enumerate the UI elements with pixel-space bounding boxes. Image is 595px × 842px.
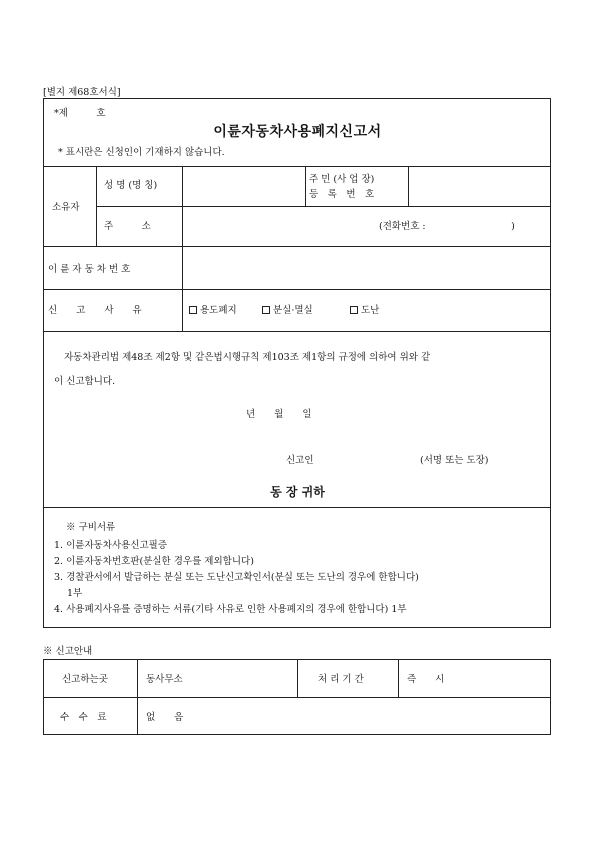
documents-heading: ※ 구비서류 [66,522,116,533]
phone-label: (전화번호 : ) [379,221,515,232]
id-number-label-line2: 등 록 번 호 [309,189,375,200]
date-line: 년 월 일 [246,409,312,420]
document-item: 2. 이륜자동차번호판(분실한 경우를 제외합니다) [54,556,254,567]
checkbox-theft[interactable] [350,306,358,314]
id-number-field[interactable] [410,168,549,204]
statement-line-1: 자동차관리법 제48조 제2항 및 같은법시행규칙 제103조 제1항의 규정에 의하여 위와 같 [64,352,431,363]
checkbox-disuse[interactable] [189,306,197,314]
owner-section-label: 소유자 [52,202,80,213]
signature-label: (서명 또는 도장) [420,455,489,466]
period-value: 즉 시 [407,674,445,685]
form-note: * 표시란은 신청인이 기재하지 않습니다. [58,147,225,158]
name-field[interactable] [184,168,303,204]
reason-label: 신 고 사 유 [48,305,142,316]
id-number-label-line1: 주 민 (사 업 장) [309,174,375,185]
statement-line-2: 이 신고합니다. [54,376,116,387]
document-item: 1. 이륜자동차사용신고필증 [54,540,168,551]
guide-heading: ※ 신고안내 [43,646,93,657]
document-item: 1부 [67,588,83,599]
reason-option-theft[interactable]: 도난 [350,306,379,316]
office-label: 신고하는곳 [62,674,108,685]
period-label: 처 리 기 간 [318,674,364,685]
office-value: 동사무소 [146,674,183,685]
addressee: 동 장 귀하 [270,485,325,499]
address-field[interactable] [184,208,364,244]
vehicle-number-field[interactable] [184,248,549,287]
name-label: 성 명 (명 칭) [104,180,158,191]
receipt-number-label: *제 호 [54,108,106,119]
form-title: 이륜자동차사용폐지신고서 [213,124,382,140]
document-item: 4. 사용폐지사유를 증명하는 서류(기타 사유로 인한 사용폐지의 경우에 한합니다) 1부 [54,604,407,615]
fee-label: 수 수 료 [60,712,107,723]
fee-value: 없 음 [146,712,184,723]
reason-option-lost[interactable]: 분실·멸실 [262,306,313,316]
vehicle-number-label: 이 륜 자 동 차 번 호 [48,264,131,275]
reason-option-disuse[interactable]: 용도폐지 [189,306,237,316]
checkbox-lost[interactable] [262,306,270,314]
applicant-label: 신고인 [286,455,314,466]
form-number: [별지 제68호서식] [43,87,121,98]
address-label: 주 소 [104,221,151,232]
document-item: 3. 경찰관서에서 발급하는 분실 또는 도난신고확인서(분실 또는 도난의 경우에 한합니다) [54,572,419,583]
